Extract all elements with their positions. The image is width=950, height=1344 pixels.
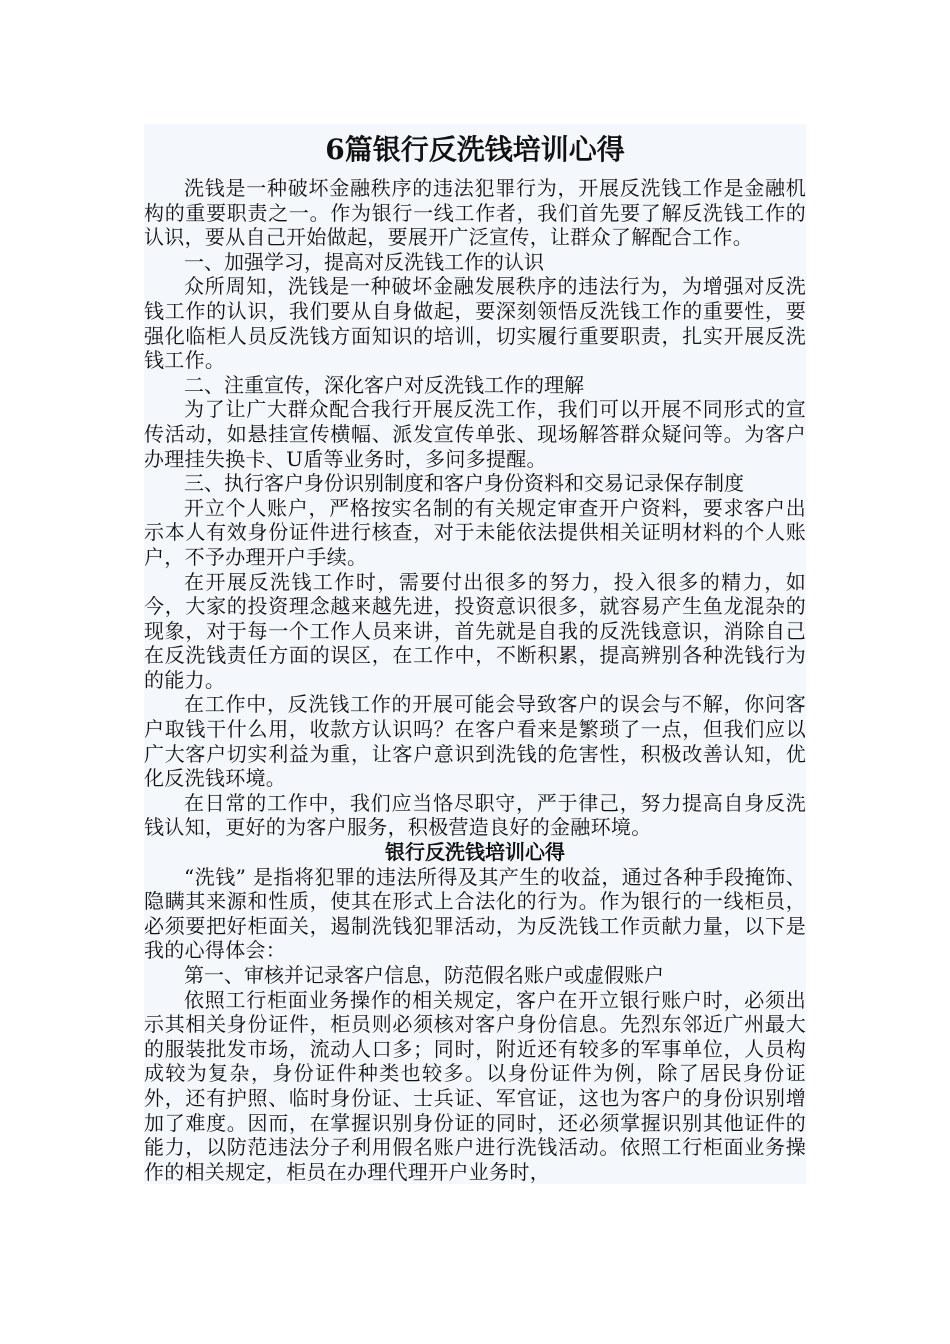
paragraph: 在日常的工作中，我们应当恪尽职守，严于律己，努力提高自身反洗钱认知，更好的为客户服务，积极营造良好的金融环境。 [144, 790, 806, 840]
paragraph: “洗钱” 是指将犯罪的违法所得及其产生的收益，通过各种手段掩饰、隐瞒其来源和性质，使其在形式上合法化的行为。作为银行的一线柜员，必须要把好柜面关，遏制洗钱犯罪活动，为反洗钱工作贡献力量，以下是我的心得体会： [144, 864, 806, 963]
paragraph: 在工作中，反洗钱工作的开展可能会导致客户的误会与不解，你问客户取钱干什么用，收款方认识吗？在客户看来是繁琐了一点，但我们应以广大客户切实利益为重，让客户意识到洗钱的危害性，积极改善认知，优化反洗钱环境。 [144, 692, 806, 791]
paragraph: 在开展反洗钱工作时，需要付出很多的努力，投入很多的精力，如今，大家的投资理念越来越先进，投资意识很多，就容易产生鱼龙混杂的现象，对于每一个工作人员来讲，首先就是自我的反洗钱意识，消除自己在反洗钱责任方面的误区，在工作中，不断积累，提高辨别各种洗钱行为的能力。 [144, 569, 806, 692]
paragraph: 众所周知，洗钱是一种破坏金融发展秩序的违法行为，为增强对反洗钱工作的认识，我们要从自身做起，要深刻领悟反洗钱工作的重要性，要强化临柜人员反洗钱方面知识的培训，切实履行重要职责，扎实开展反洗钱工作。 [144, 274, 806, 373]
section-heading: 三、执行客户身份识别制度和客户身份资料和交易记录保存制度 [184, 471, 744, 496]
document-title: 6篇银行反洗钱培训心得 [325, 133, 625, 166]
paragraph: 开立个人账户，严格按实名制的有关规定审查开户资料，要求客户出示本人有效身份证件进行核查，对于未能依法提供相关证明材料的个人账户，不予办理开户手续。 [144, 495, 806, 569]
paragraph: 依照工行柜面业务操作的相关规定，客户在开立银行账户时，必须出示其相关身份证件，柜员则必须核对客户身份信息。先烈东邻近广州最大的服装批发市场，流动人口多；同时，附近还有较多的军事单位，人员构成较为复杂，身份证件种类也较多。以身份证件为例，除了居民身份证外，还有护照、临时身份证、士兵证、军官证，这也为客户的身份识别增加了难度。因而，在掌握识别身份证的同时，还必须掌握识别其他证件的能力，以防范违法分子利用假名账户进行洗钱活动。依照工行柜面业务操作的相关规定，柜员在办理代理开户业务时， [144, 987, 806, 1184]
paragraph: 洗钱是一种破坏金融秩序的违法犯罪行为，开展反洗钱工作是金融机构的重要职责之一。作为银行一线工作者，我们首先要了解反洗钱工作的认识，要从自己开始做起，要展开广泛宣传，让群众了解配合工作。 [144, 176, 806, 250]
section-subtitle: 银行反洗钱培训心得 [385, 840, 565, 865]
paragraph: 为了让广大群众配合我行开展反洗工作，我们可以开展不同形式的宣传活动，如悬挂宣传横幅、派发宣传单张、现场解答群众疑问等。为客户办理挂失换卡、U盾等业务时，多问多提醒。 [144, 397, 806, 471]
section-heading: 二、注重宣传，深化客户对反洗钱工作的理解 [184, 372, 584, 397]
section-heading: 一、加强学习，提高对反洗钱工作的认识 [184, 249, 544, 274]
document-content [144, 124, 806, 1184]
section-heading: 第一、审核并记录客户信息，防范假名账户或虚假账户 [184, 963, 664, 987]
